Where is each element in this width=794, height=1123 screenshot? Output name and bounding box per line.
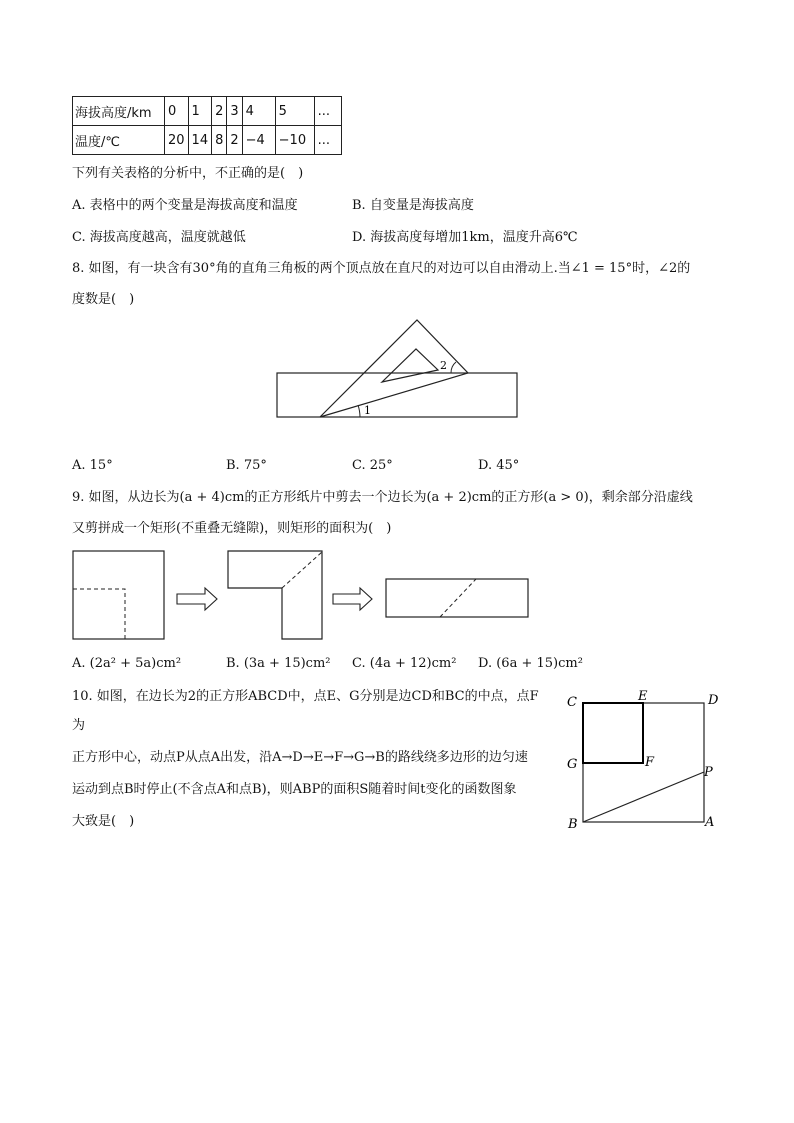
square-abcd-figure [562, 686, 724, 834]
label-d: D [708, 693, 719, 708]
q7-stem: 下列有关表格的分析中，不正确的是( ) [72, 166, 304, 181]
angle-1-arc [358, 405, 360, 417]
q7-option-c: C. 海拔高度越高，温度就越低 [72, 230, 246, 245]
table-cell: 2 [227, 126, 242, 155]
q9-option-c: C. (4a + 12)cm² [352, 656, 457, 671]
table-cell: 4 [242, 97, 275, 126]
q8-stem-line2: 度数是( ) [72, 292, 135, 307]
q8-stem-line1: 8. 如图，有一块含有30°角的直角三角板的两个顶点放在直尺的对边可以自由滑动上.当∠1 = 15°时，∠2的 [72, 261, 691, 276]
q9-stem-line1: 9. 如图，从边长为(a + 4)cm的正方形纸片中剪去一个边长为(a + 2)cm的正方形(a > 0)，剩余部分沿虚线 [72, 490, 693, 505]
label-a: A [705, 815, 715, 830]
arrow-icon [333, 588, 372, 610]
q10-stem-line3: 正方形中心，动点P从点A出发，沿A→D→E→F→G→B的路线绕多边形的边匀速 [72, 750, 528, 765]
table-cell: 1 [188, 97, 212, 126]
q9-stem-line2: 又剪拼成一个矩形(不重叠无缝隙)，则矩形的面积为( ) [72, 521, 392, 536]
table-cell: 20 [165, 126, 189, 155]
label-f: F [645, 755, 655, 770]
q8-option-b: B. 75° [226, 458, 267, 473]
label-e: E [638, 689, 648, 704]
table-cell: ... [314, 97, 341, 126]
table-row [73, 126, 342, 155]
q10-stem-line2: 为 [72, 718, 86, 733]
q10-stem-line5: 大致是( ) [72, 814, 135, 829]
table-cell: 3 [227, 97, 242, 126]
q8-option-a: A. 15° [72, 458, 113, 473]
q9-option-a: A. (2a² + 5a)cm² [72, 656, 182, 671]
table-cell: ... [314, 126, 341, 155]
q9-option-d: D. (6a + 15)cm² [478, 656, 583, 671]
ruler [277, 373, 517, 417]
label-b: B [568, 817, 578, 832]
table-cell: 温度/℃ [73, 126, 165, 155]
q10-stem-line4: 运动到点B时停止(不含点A和点B)，则ABP的面积S随着时间t变化的函数图象 [72, 782, 517, 797]
table-row [73, 97, 342, 126]
q8-option-c: C. 25° [352, 458, 393, 473]
q10-stem-line1: 10. 如图，在边长为2的正方形ABCD中，点E、G分别是边CD和BC的中点，点F [72, 689, 539, 704]
q7-option-d: D. 海拔高度每增加1km，温度升高6℃ [352, 230, 578, 245]
q9-option-b: B. (3a + 15)cm² [226, 656, 331, 671]
table-cell: 海拔高度/km [73, 97, 165, 126]
label-g: G [567, 757, 578, 772]
label-c: C [567, 695, 577, 710]
table-cell: 5 [275, 97, 314, 126]
q7-option-b: B. 自变量是海拔高度 [352, 198, 474, 213]
table-cell: 8 [212, 126, 227, 155]
square-cut-figure [70, 548, 535, 643]
ruler-triangle-figure [270, 315, 525, 425]
table-cell: 0 [165, 97, 189, 126]
label-p: P [704, 765, 713, 780]
angle-1-label: 1 [364, 404, 371, 417]
set-square-inner [382, 349, 438, 382]
cut-line [73, 589, 125, 639]
angle-2-label: 2 [440, 359, 447, 372]
q7-option-a: A. 表格中的两个变量是海拔高度和温度 [72, 198, 298, 213]
table-cell: −10 [275, 126, 314, 155]
inner-square-cegf [583, 703, 643, 763]
table-cell: −4 [242, 126, 275, 155]
altitude-temperature-table [72, 96, 342, 155]
result-rectangle [386, 579, 528, 617]
segment-bp [583, 772, 704, 822]
table-cell: 14 [188, 126, 212, 155]
diagonal-cut-line [282, 552, 322, 588]
original-square [73, 551, 164, 639]
table-cell: 2 [212, 97, 227, 126]
angle-2-arc [451, 362, 456, 373]
rectangle-dashed-line [440, 579, 476, 617]
q8-option-d: D. 45° [478, 458, 520, 473]
arrow-icon [177, 588, 217, 610]
